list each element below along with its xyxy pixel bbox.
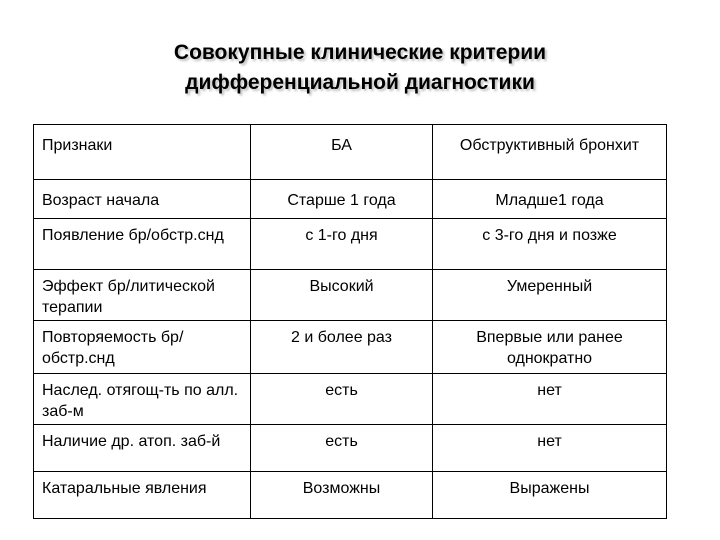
table-row: [34, 321, 667, 374]
ba-value-cell: с 1-го дня: [251, 219, 433, 270]
ba-value-cell: Старше 1 года: [251, 180, 433, 219]
ba-value-cell: есть: [251, 374, 433, 425]
bronchitis-value-cell: нет: [433, 374, 667, 425]
criteria-table: [33, 124, 667, 519]
row-label-cell: Наличие др. атоп. заб-й: [34, 425, 251, 472]
bronchitis-value-cell: Впервые или ранее однократно: [433, 321, 667, 374]
bronchitis-value-cell: Выражены: [433, 472, 667, 519]
row-label-cell: Катаральные явления: [34, 472, 251, 519]
ba-value-cell: есть: [251, 425, 433, 472]
table-row: [34, 270, 667, 321]
ba-value-cell: Высокий: [251, 270, 433, 321]
slide-title-line-2: дифференциальной диагностики: [185, 71, 535, 94]
bronchitis-value-cell: с 3-го дня и позже: [433, 219, 667, 270]
table-row: [34, 374, 667, 425]
table-header-row: [34, 125, 667, 180]
header-cell-signs: Признаки: [34, 125, 251, 180]
table-row: [34, 472, 667, 519]
row-label-cell: Эффект бр/литической терапии: [34, 270, 251, 321]
header-cell-ba: БА: [251, 125, 433, 180]
table-row: [34, 425, 667, 472]
table-row: [34, 219, 667, 270]
header-cell-bronchitis: Обструктивный бронхит: [433, 125, 667, 180]
row-label-cell: Появление бр/обстр.снд: [34, 219, 251, 270]
bronchitis-value-cell: Младше1 года: [433, 180, 667, 219]
row-label-cell: Возраст начала: [34, 180, 251, 219]
slide-title: [0, 38, 720, 98]
bronchitis-value-cell: нет: [433, 425, 667, 472]
ba-value-cell: Возможны: [251, 472, 433, 519]
ba-value-cell: 2 и более раз: [251, 321, 433, 374]
bronchitis-value-cell: Умеренный: [433, 270, 667, 321]
slide-title-line-1: Совокупные клинические критерии: [173, 41, 547, 64]
table-row: [34, 180, 667, 219]
row-label-cell: Повторяемость бр/обстр.снд: [34, 321, 251, 374]
row-label-cell: Наслед. отягощ-ть по алл. заб-м: [34, 374, 251, 425]
